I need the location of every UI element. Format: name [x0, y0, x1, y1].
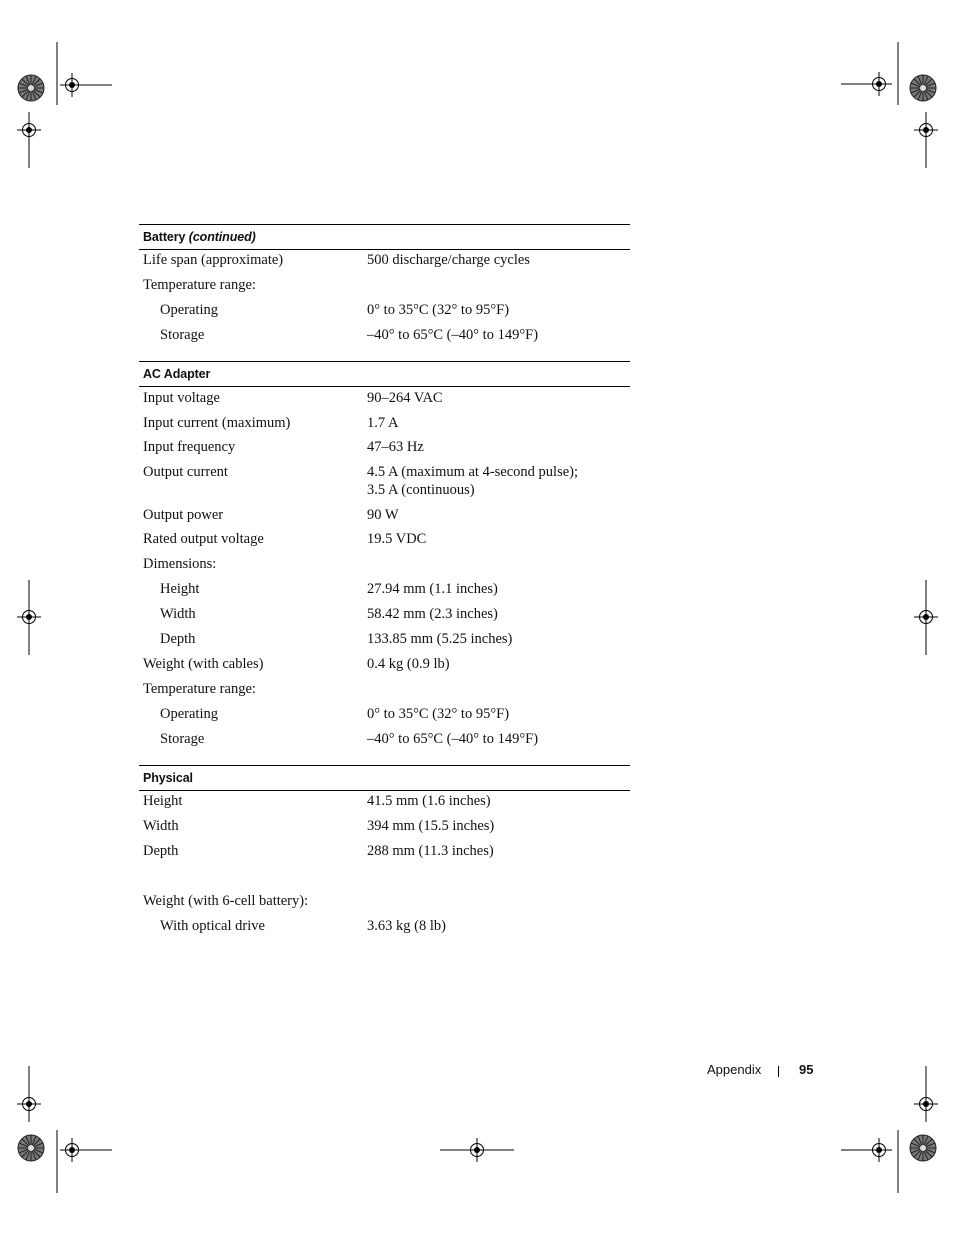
spec-row [139, 530, 630, 555]
footer-section-name: Appendix [707, 1062, 762, 1077]
spec-row [139, 414, 630, 438]
spec-row [139, 438, 630, 463]
spec-row [139, 705, 630, 730]
spec-value: –40° to 65°C (–40° to 149°F) [367, 731, 539, 747]
spec-value: 288 mm (11.3 inches) [367, 843, 494, 859]
spec-value: 90–264 VAC [367, 390, 443, 406]
spec-row [139, 605, 630, 630]
crosshair-bottom-right [841, 1138, 892, 1162]
spec-label: Dimensions: [143, 556, 217, 572]
spec-row [139, 842, 630, 892]
spec-value: 27.94 mm (1.1 inches) [367, 581, 498, 597]
physical-section-header [139, 765, 630, 791]
star-target-bottom-left [18, 1135, 44, 1161]
battery-section-header [139, 224, 630, 250]
spec-row [139, 301, 630, 326]
section-title: Battery [143, 230, 186, 244]
spec-value: 0.4 kg (0.9 lb) [367, 656, 450, 672]
crosshair-top-right [841, 72, 892, 96]
crosshair-bottom-left [60, 1138, 112, 1162]
crosshair-right-lower [914, 1066, 938, 1122]
spec-row [139, 580, 630, 605]
spec-label: Height [143, 793, 183, 809]
spec-value-line: 3.5 A (continuous) [367, 482, 475, 498]
spec-label: Storage [160, 731, 205, 747]
spec-label: Operating [160, 302, 218, 318]
spec-label: Temperature range: [143, 681, 256, 697]
spec-row [139, 655, 630, 680]
crosshair-right-upper [914, 112, 938, 168]
spec-value: 500 discharge/charge cycles [367, 252, 530, 268]
spec-label: Weight (with cables) [143, 656, 264, 672]
spec-label: Height [160, 581, 200, 597]
section-title: Physical [143, 771, 193, 785]
spec-value: 41.5 mm (1.6 inches) [367, 793, 491, 809]
spec-row [139, 463, 630, 506]
spec-row [139, 680, 630, 705]
spec-row [139, 276, 630, 301]
spec-label: Output current [143, 464, 228, 480]
spec-label: Rated output voltage [143, 531, 264, 547]
spec-value: 0° to 35°C (32° to 95°F) [367, 302, 510, 318]
spec-value: 133.85 mm (5.25 inches) [367, 631, 513, 647]
section-title: AC Adapter [143, 367, 211, 381]
spec-value: 47–63 Hz [367, 439, 424, 455]
spec-row [139, 730, 630, 755]
spec-row [139, 389, 630, 414]
star-target-top-right [910, 75, 936, 101]
spec-value: –40° to 65°C (–40° to 149°F) [367, 327, 539, 343]
battery-section [139, 224, 630, 351]
spec-label: Life span (approximate) [143, 252, 284, 268]
crosshair-top-left [60, 73, 112, 97]
spec-label: Temperature range: [143, 277, 256, 293]
spec-label: With optical drive [160, 918, 265, 934]
crosshair-left-middle [17, 580, 41, 655]
physical-section [139, 765, 630, 942]
spec-label: Depth [143, 843, 179, 859]
spec-value: 58.42 mm (2.3 inches) [367, 606, 498, 622]
spec-row [139, 251, 630, 276]
spec-label: Depth [160, 631, 196, 647]
ac-adapter-section [139, 361, 630, 755]
page-number: 95 [799, 1062, 814, 1077]
footer-divider [778, 1066, 779, 1077]
spec-label: Weight (with 6-cell battery): [143, 893, 309, 909]
spec-value: 3.63 kg (8 lb) [367, 918, 446, 934]
crosshair-bottom-center [440, 1138, 514, 1162]
crosshair-right-middle [914, 580, 938, 655]
spec-value: 0° to 35°C (32° to 95°F) [367, 706, 510, 722]
spec-value: 1.7 A [367, 415, 399, 431]
spec-label: Output power [143, 507, 224, 523]
spec-row [139, 326, 630, 351]
spec-row [139, 792, 630, 817]
star-target-bottom-right [910, 1135, 936, 1161]
spec-value [367, 463, 627, 499]
page-footer [707, 1062, 814, 1077]
continued-label: (continued) [188, 230, 256, 244]
spec-label: Width [143, 818, 179, 834]
spec-row [139, 630, 630, 655]
spec-value: 394 mm (15.5 inches) [367, 818, 495, 834]
spec-label: Operating [160, 706, 218, 722]
spec-label: Input frequency [143, 439, 236, 455]
ac-adapter-section-header [139, 361, 630, 387]
spec-label: Input voltage [143, 390, 220, 406]
star-target-top-left [18, 75, 44, 101]
spec-row [139, 917, 630, 942]
crosshair-left-lower [17, 1066, 41, 1122]
spec-value: 90 W [367, 507, 399, 523]
spec-row [139, 555, 630, 580]
spec-label: Input current (maximum) [143, 415, 291, 431]
spec-row [139, 892, 630, 917]
spec-value: 19.5 VDC [367, 531, 427, 547]
spec-value-line: 4.5 A (maximum at 4-second pulse); [367, 464, 579, 480]
spec-row [139, 506, 630, 530]
spec-row [139, 817, 630, 842]
spec-label: Storage [160, 327, 205, 343]
crosshair-left-upper [17, 112, 41, 168]
spec-label: Width [160, 606, 196, 622]
